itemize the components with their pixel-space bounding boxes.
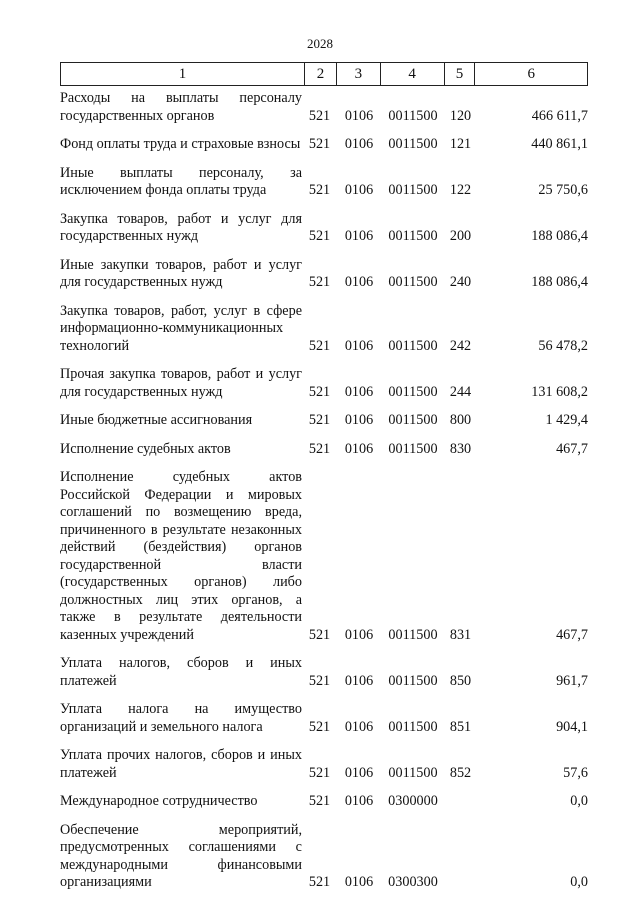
row-name: Уплата налогов, сборов и иных платежей <box>60 655 302 689</box>
page-number: 2028 <box>307 36 333 51</box>
row-col-5: 200 <box>449 228 472 244</box>
table-row <box>60 469 588 644</box>
row-col-3: 0106 <box>344 337 374 354</box>
row-col-6: 0,0 <box>570 793 588 809</box>
row-col-3: 0106 <box>344 383 374 400</box>
row-col-5: 830 <box>449 440 472 457</box>
row-col-5: 850 <box>449 672 472 689</box>
row-col-5: 851 <box>449 718 472 735</box>
table-header <box>60 62 588 86</box>
row-col-5: 121 <box>449 136 472 152</box>
table-row <box>60 257 588 292</box>
row-col-4: 0011500 <box>388 626 438 643</box>
row-col-2: 521 <box>308 383 331 400</box>
header-col-3: 3 <box>337 63 381 85</box>
header-col-1: 1 <box>61 63 305 85</box>
row-col-2: 521 <box>308 440 331 457</box>
row-col-4: 0011500 <box>388 383 438 400</box>
row-col-4: 0300300 <box>388 874 438 890</box>
row-col-4: 0011500 <box>388 182 438 198</box>
row-col-4: 0011500 <box>388 718 438 735</box>
row-col-4: 0011500 <box>388 107 438 124</box>
row-col-6: 467,7 <box>556 626 588 643</box>
row-col-2: 521 <box>308 182 331 198</box>
table-row <box>60 655 588 690</box>
table-row <box>60 701 588 736</box>
row-col-3: 0106 <box>344 228 374 244</box>
table-row <box>60 136 588 154</box>
row-col-5: 852 <box>449 764 472 781</box>
header-col-2: 2 <box>305 63 337 85</box>
row-col-3: 0106 <box>344 874 374 890</box>
header-col-6: 6 <box>527 65 535 82</box>
row-col-2: 521 <box>308 136 331 152</box>
row-col-2: 521 <box>308 107 331 124</box>
row-col-2: 521 <box>308 626 331 643</box>
row-col-6: 131 608,2 <box>531 383 588 400</box>
row-col-6: 961,7 <box>556 672 588 689</box>
row-col-5: 242 <box>449 337 472 354</box>
row-name: Иные закупки товаров, работ и услуг для государственных нужд <box>60 256 302 290</box>
row-col-4: 0300000 <box>388 793 438 809</box>
row-col-4: 0011500 <box>388 228 438 244</box>
table-row <box>60 211 588 246</box>
row-col-3: 0106 <box>344 793 374 809</box>
row-col-3: 0106 <box>344 412 374 428</box>
row-name: Иные бюджетные ассигнования <box>60 412 253 428</box>
row-col-6: 467,7 <box>556 440 588 457</box>
row-col-4: 0011500 <box>388 412 438 428</box>
table-row <box>60 412 588 430</box>
table-row <box>60 793 588 811</box>
row-col-2: 521 <box>308 764 331 781</box>
row-name: Обеспечение мероприятий, предусмотренных соглашениями с международными финансовыми организациями <box>60 821 302 890</box>
row-name: Закупка товаров, работ и услуг для государственных нужд <box>60 210 302 244</box>
row-name: Уплата прочих налогов, сборов и иных платежей <box>60 747 302 781</box>
row-name: Расходы на выплаты персоналу государственных органов <box>60 90 302 124</box>
row-col-5: 120 <box>449 107 472 124</box>
row-col-6: 57,6 <box>563 764 588 781</box>
row-col-5: 122 <box>449 182 472 198</box>
table-row <box>60 90 588 125</box>
row-col-3: 0106 <box>344 626 374 643</box>
row-name: Исполнение судебных актов Российской Федерации и мировых соглашений по возмещению вреда, причиненного в результате незаконных действий (бездействия) органов государственной власти (государственных органов) либо должностных лиц этих органов, а также в результате деятельности казенных учреждений <box>60 469 302 643</box>
row-col-6: 0,0 <box>570 874 588 890</box>
row-name: Закупка товаров, работ, услуг в сфере информационно-коммуникационных технологий <box>60 302 302 354</box>
row-col-6: 466 611,7 <box>531 107 588 124</box>
row-col-6: 56 478,2 <box>538 337 588 354</box>
row-col-3: 0106 <box>344 107 374 124</box>
row-col-2: 521 <box>308 874 331 890</box>
row-col-3: 0106 <box>344 440 374 457</box>
row-col-3: 0106 <box>344 136 374 152</box>
row-name: Фонд оплаты труда и страховые взносы <box>60 136 301 152</box>
row-col-6: 188 086,4 <box>531 228 588 244</box>
row-col-3: 0106 <box>344 718 374 735</box>
row-col-6: 188 086,4 <box>531 274 588 290</box>
row-name: Прочая закупка товаров, работ и услуг для государственных нужд <box>60 366 302 400</box>
header-col-5: 5 <box>445 63 476 85</box>
row-col-2: 521 <box>308 337 331 354</box>
row-col-6: 25 750,6 <box>538 182 588 198</box>
row-col-2: 521 <box>308 793 331 809</box>
table-row <box>60 441 588 459</box>
row-name: Международное сотрудничество <box>60 793 258 809</box>
row-col-2: 521 <box>308 228 331 244</box>
row-name: Иные выплаты персоналу, за исключением фонда оплаты труда <box>60 164 302 198</box>
row-col-5: 240 <box>449 274 472 290</box>
row-col-3: 0106 <box>344 764 374 781</box>
table-row <box>60 165 588 200</box>
row-col-4: 0011500 <box>388 274 438 290</box>
row-col-2: 521 <box>308 274 331 290</box>
row-col-6: 904,1 <box>556 718 588 735</box>
row-col-5: 800 <box>449 412 472 428</box>
row-col-4: 0011500 <box>388 764 438 781</box>
row-col-2: 521 <box>308 672 331 689</box>
row-col-4: 0011500 <box>388 337 438 354</box>
row-col-3: 0106 <box>344 274 374 290</box>
table-row <box>60 822 588 892</box>
table-body <box>60 90 588 903</box>
row-col-5: 244 <box>449 383 472 400</box>
table-row <box>60 303 588 356</box>
row-col-4: 0011500 <box>388 136 438 152</box>
row-name: Уплата налога на имущество организаций и земельного налога <box>60 701 302 735</box>
row-col-4: 0011500 <box>388 440 438 457</box>
row-col-2: 521 <box>308 412 331 428</box>
row-col-2: 521 <box>308 718 331 735</box>
table-row <box>60 366 588 401</box>
row-col-6: 1 429,4 <box>545 412 588 428</box>
header-col-4: 4 <box>381 63 445 85</box>
row-col-4: 0011500 <box>388 672 438 689</box>
table-row <box>60 747 588 782</box>
row-name: Исполнение судебных актов <box>60 440 231 457</box>
row-col-5: 831 <box>449 626 472 643</box>
row-col-6: 440 861,1 <box>531 136 588 152</box>
row-col-3: 0106 <box>344 672 374 689</box>
row-col-3: 0106 <box>344 182 374 198</box>
